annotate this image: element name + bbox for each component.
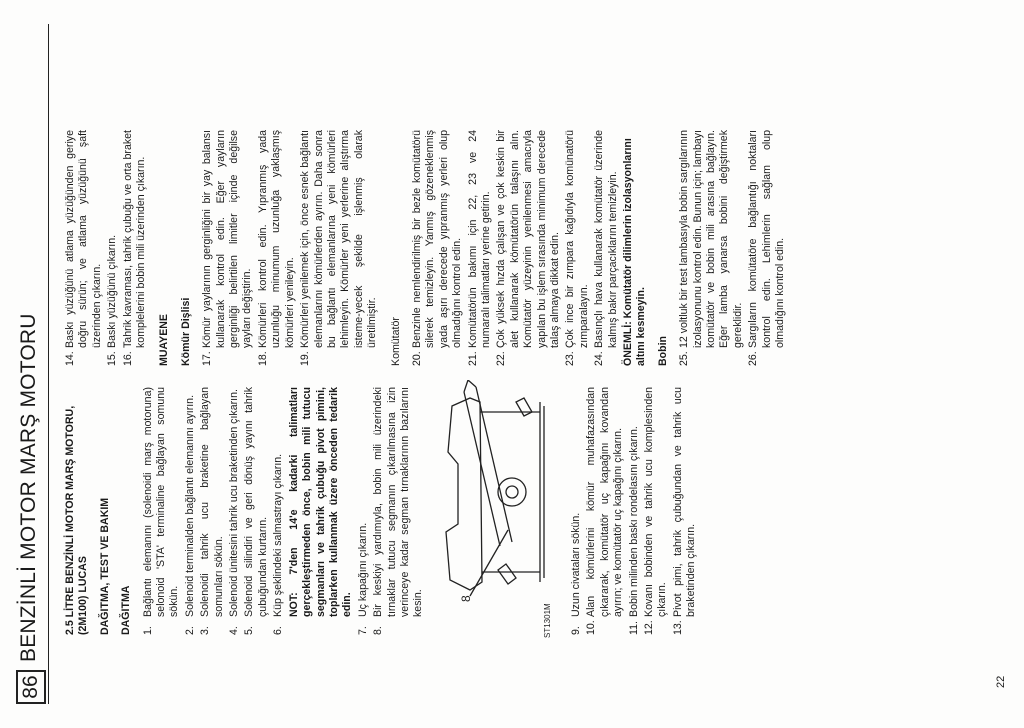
inspection-title: MUAYENE	[158, 313, 171, 366]
list-item	[142, 387, 182, 635]
list-item	[643, 387, 670, 635]
important-note	[622, 130, 649, 366]
left-item-list-bottom	[570, 387, 699, 635]
item-text: Kömürleri kontrol edin. Yıpranmış yada uzunluğu minumum uzunluğa yaklaşmış kömürleri yenileyin.	[256, 130, 296, 348]
item-text: Solenoid silindiri ve geri dönüş yayını tahrik çubuğundan kurtarın.	[243, 387, 269, 617]
item-text: Kovanı bobinden ve tahrik ucu komplesinden çıkarın.	[643, 387, 669, 617]
item-number: 12.	[643, 620, 656, 635]
item-number: 9.	[570, 626, 582, 635]
brush-item-list	[201, 130, 379, 366]
list-item	[372, 387, 426, 635]
item-number: 3.	[199, 626, 212, 635]
item-text: Çok ince bir zımpara kağıdıyla komünatörü zımparalayın.	[564, 130, 590, 348]
list-item	[64, 130, 104, 366]
item-number: 1.	[141, 626, 154, 635]
item-text: Komütatörün bakımı için 22, 23 ve 24 numaralı talimatları yerine getirin.	[466, 130, 492, 348]
item-text: Çok yüksek hızda çalışan ve çok keskin bir alet kullanarak kömütatörün talaşını alın. Komütatör yüzeyinin yenilenmesi amacıyla yapılan bu işlem sırasında minimum derecede talaş almaya dikkat edin.	[495, 130, 561, 348]
list-item	[628, 387, 641, 635]
item-text: Bağlantı elemanını (solenoidi marş motoruna) selonoid 'STA' terminaline bağlayan somunu sökün.	[141, 387, 181, 617]
middle-column	[64, 130, 790, 366]
item-number: 16.	[121, 351, 134, 366]
item-text: Solenoid ünitesini tahrik ucu braketinden çıkarın.	[228, 389, 241, 617]
list-item	[678, 130, 745, 366]
chapter-title: BENZİNLİ MOTOR MARŞ MOTORU	[17, 313, 40, 662]
important-text: Komütatör dilimlerin izolasyonlarını altını kesmeyin.	[622, 138, 648, 366]
item-text: Baskı yüzüğünü çıkarın.	[106, 234, 119, 348]
list-item	[288, 387, 355, 635]
item-text: Kömür yaylarının gerginliğini bir yay balansı kullanarak kontrol edin. Eğer yayların gerginliği belirtilen limitler içinde değilse yayları değiştirin.	[201, 130, 254, 348]
item-number: 11.	[627, 621, 640, 635]
list-item	[299, 130, 379, 366]
item-number: 23.	[564, 351, 577, 366]
list-item	[564, 130, 591, 366]
item-text: Tahrik kavraması, tahrik çubuğu ve orta braket komplelerini bobin mili üzerinden çıkarın.	[121, 130, 148, 348]
subheading-dismantle: DAĞITMA	[120, 585, 133, 635]
item-text: Kömürleri yenilemek için, önce esnek bağlantı elemanlarını kömürlerden ayırın. Daha sonra bu bağlantı elemanlarına yeni kömürleri lehimleyin. Kömürler yeni yerlerine alıştırma isteme-yecek şekilde işlenmiş olarak üretilmiştir.	[299, 130, 379, 348]
section-title: 2.5 LİTRE BENZİNLİ MOTOR MARŞ MOTORU, (2M100) LUCAS	[64, 405, 90, 635]
list-item	[184, 387, 197, 635]
item-number: 25.	[678, 351, 691, 366]
item-number: 5.	[243, 626, 256, 635]
item-text: Sargıların komütatöre bağlantığı noktaları kontrol edin. Lehimlerin sağlam olup olmadığını kontrol edin.	[747, 130, 787, 348]
item-number: 24.	[593, 351, 606, 366]
item-number: 20.	[410, 351, 423, 366]
list-item	[570, 387, 583, 635]
list-item	[122, 130, 149, 366]
list-item	[199, 387, 226, 635]
item-text: Uzun civataları sökün.	[570, 512, 582, 617]
item-text: Solenoidi tahrik ucu braketine bağlayan somunları sökün.	[199, 387, 225, 617]
item-text: Uç kapağını çıkarın.	[356, 522, 369, 617]
left-column-bottom	[570, 387, 701, 635]
starter-motor-figure	[440, 380, 568, 642]
item-number	[288, 617, 355, 635]
important-label: ÖNEMLİ:	[622, 321, 635, 366]
item-number: 21.	[466, 351, 479, 366]
item-text: Baskı yüzüğünü atlama yüzüğünden geriye doğru sürün; ve atlama yüzüğünü şaft üzerinden çıkarın.	[64, 130, 103, 348]
list-item	[593, 130, 620, 366]
item-number: 18.	[256, 351, 269, 366]
page-number-box: 86	[16, 670, 46, 704]
list-item	[357, 387, 370, 635]
item-text: Küp şeklindeki salmastrayı çıkarın.	[272, 453, 285, 617]
item-text: Bir keskiyi yardımıyla, bobin mili üzerindeki tırnaklar tutucu segmanın çıkarılmasına izin verinceye kadar segman tırnaklarının bazılarını kesin.	[372, 387, 425, 617]
item-text: Pivot pimi, tahrik çubuğundan ve tahrik ucu braketinden çıkarın.	[671, 387, 698, 617]
item-number: 6.	[272, 626, 285, 635]
item-text: Bobin milinden baskı rondelasını çıkarın.	[627, 426, 640, 617]
item-number: 22.	[495, 351, 508, 366]
item-text: NOT: 7'den 14'e kadarki talimatları gerçekleştirmeden önce, bobin mili tutucu segmanları ve tahrik çubuğu pivot pimini, toplarken kullanmak üzere önceden tedarik edin.	[287, 387, 354, 617]
commutator-title: Komütatör	[389, 317, 402, 366]
armature-title: Bobin	[656, 335, 669, 366]
list-item	[411, 130, 465, 366]
item-number: 10.	[585, 620, 598, 635]
item-text: 12 voltluk bir test lambasıyla bobin sargılarının izolasyonunu kontrol edin. Bunun için; lambayı komütatör ve bobin mili arasına bağlayın. Eğer lamba yanarsa bobini değiştirmek gereklidir.	[678, 130, 744, 348]
middle-item-list-top	[64, 130, 148, 366]
list-item	[272, 387, 285, 635]
item-number: 7.	[356, 626, 369, 635]
footer-page-ref: 22	[995, 675, 1007, 688]
armature-item-list	[678, 130, 787, 366]
item-number: 2.	[183, 626, 196, 635]
item-number: 13.	[671, 620, 684, 635]
item-number: 26.	[747, 351, 760, 366]
list-item	[257, 130, 297, 366]
list-item	[585, 387, 625, 635]
item-number: 19.	[299, 351, 312, 366]
item-number: 8.	[372, 626, 385, 635]
item-text: Alan kömürlerini kömür muhafazasından çıkararak, komütatör uç kapağını kovandan ayırın; ve komütatör uç kapağını çıkarın.	[585, 387, 625, 617]
commutator-item-list	[411, 130, 620, 366]
brush-gear-title: Kömür Dişlisi	[179, 297, 192, 366]
subsection-title: DAĞITMA, TEST VE BAKIM	[98, 497, 111, 635]
item-text: Benzinle nemlendirilmiş bir bezle komütatörü silerek temizleyin. Yanmış gözeneklenmiş yada aşırı derecede yıpranmış yerleri olup olmadığını kontrol edin.	[410, 130, 464, 348]
left-item-list	[142, 387, 426, 635]
figure-label: 8	[459, 595, 473, 602]
list-item	[467, 130, 494, 366]
list-item	[228, 387, 241, 635]
figure-caption: ST1301M	[543, 603, 552, 638]
item-number: 14.	[64, 351, 76, 366]
item-number: 4.	[228, 626, 241, 635]
item-text: Solenoid terminalden bağlantı elemanını ayırın.	[183, 394, 196, 617]
list-item	[747, 130, 787, 366]
header-rule	[48, 24, 49, 704]
list-item	[106, 130, 119, 366]
list-item	[201, 130, 255, 366]
list-item	[495, 130, 562, 366]
item-number: 17.	[201, 351, 214, 366]
item-number: 15.	[106, 351, 119, 366]
list-item	[672, 387, 699, 635]
item-text: Basınçlı hava kullanarak komütatör üzerinde kalmış bakır parçacıklarını temizleyin.	[593, 130, 619, 348]
left-column	[64, 387, 428, 635]
list-item	[243, 387, 270, 635]
